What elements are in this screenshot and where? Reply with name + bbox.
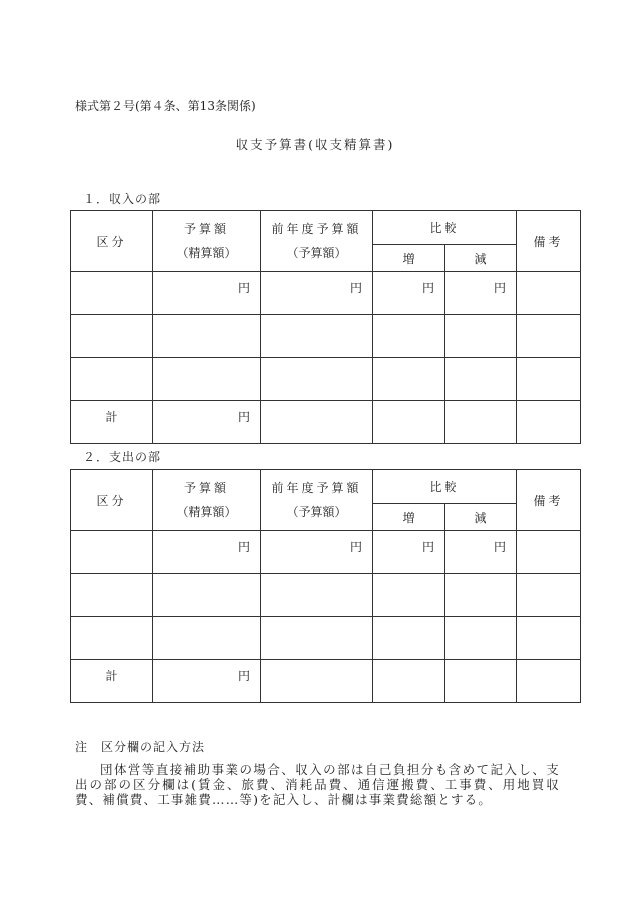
income-cell-budget: 円 xyxy=(153,272,261,315)
income-section-heading: １．収入の部 xyxy=(83,192,162,206)
expense-header-budget: 予算額 （精算額） xyxy=(153,470,261,531)
expense-header-increase: 増 xyxy=(373,504,445,531)
expense-header-category: 区分 xyxy=(71,470,153,531)
income-cell-prev-budget: 円 xyxy=(261,272,373,315)
income-cell-decrease: 円 xyxy=(445,272,517,315)
income-row xyxy=(71,272,581,315)
form-number: 様式第２号(第４条、第13条関係) xyxy=(75,99,256,113)
income-header-increase: 増 xyxy=(373,245,445,272)
expense-header-prev-budget: 前年度予算額 （予算額） xyxy=(261,470,373,531)
income-header-decrease: 減 xyxy=(445,245,517,272)
income-total-label: 計 xyxy=(71,401,153,444)
income-header-compare: 比較 xyxy=(373,211,517,245)
expense-row xyxy=(71,617,581,660)
note-body: 団体営等直接補助事業の場合、収入の部は自己負担分も含めて記入し、支出の部の区分欄は(賃金、旅費、消耗品費、通信運搬費、工事費、用地買収費、補償費、工事雑費……等)を記入し、計欄は事業費総額とする。 xyxy=(75,762,560,807)
expense-section-heading: ２．支出の部 xyxy=(83,450,162,464)
expense-row xyxy=(71,531,581,574)
income-cell-increase: 円 xyxy=(373,272,445,315)
expense-header-compare: 比較 xyxy=(373,470,517,504)
income-header-budget: 予算額 （精算額） xyxy=(153,211,261,272)
income-table xyxy=(70,210,581,444)
income-total-budget: 円 xyxy=(153,401,261,444)
expense-total-label: 計 xyxy=(71,660,153,703)
note-heading: 注 区分欄の記入方法 xyxy=(75,740,206,754)
income-header-category: 区分 xyxy=(71,211,153,272)
expense-cell-remarks xyxy=(517,531,581,574)
income-header-prev-budget: 前年度予算額 （予算額） xyxy=(261,211,373,272)
expense-row xyxy=(71,574,581,617)
income-cell-category xyxy=(71,272,153,315)
expense-header-remarks: 備考 xyxy=(517,470,581,531)
income-row xyxy=(71,358,581,401)
expense-total-budget: 円 xyxy=(153,660,261,703)
expense-cell-decrease: 円 xyxy=(445,531,517,574)
income-total-row xyxy=(71,401,581,444)
expense-total-row xyxy=(71,660,581,703)
income-header-remarks: 備考 xyxy=(517,211,581,272)
expense-header-decrease: 減 xyxy=(445,504,517,531)
income-row xyxy=(71,315,581,358)
expense-cell-increase: 円 xyxy=(373,531,445,574)
expense-cell-category xyxy=(71,531,153,574)
income-cell-remarks xyxy=(517,272,581,315)
expense-cell-budget: 円 xyxy=(153,531,261,574)
expense-cell-prev-budget: 円 xyxy=(261,531,373,574)
document-title: 収支予算書(収支精算書) xyxy=(235,137,395,152)
expense-table xyxy=(70,469,581,703)
